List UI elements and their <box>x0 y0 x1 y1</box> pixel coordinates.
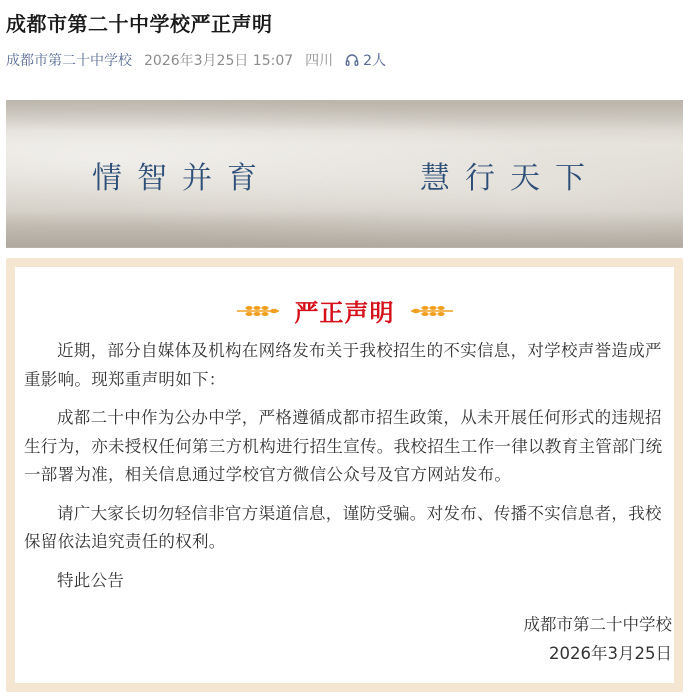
notice-paragraph: 请广大家长切勿轻信非官方渠道信息，谨防受骗。对发布、传播不实信息者，我校保留依法追究责任的权利。 <box>24 503 662 551</box>
notice-signature: 成都市第二十中学校 <box>523 615 672 634</box>
listen-button[interactable] <box>345 50 386 70</box>
notice-heading <box>15 293 674 328</box>
account-name-link[interactable]: 成都市第二十中学校 <box>6 53 132 69</box>
listen-count: 2人 <box>363 53 387 69</box>
motto-banner-image <box>6 100 683 248</box>
wheat-ornament-right-icon <box>409 303 455 319</box>
notice-body <box>24 337 676 605</box>
notice-title: 严正声明 <box>294 299 395 327</box>
notice-paragraph: 成都二十中作为公办中学，严格遵循成都市招生政策，从未开展任何形式的违规招生行为，亦未授权任何第三方机构进行招生宣传。我校招生工作一律以教育主管部门统一部署为准，相关信息通过学校官方微信公众号及官方网站发布。 <box>24 408 663 484</box>
notice-date: 2026年3月25日 <box>549 643 672 663</box>
publish-region: 四川 <box>305 53 334 69</box>
notice-paragraph: 近期，部分自媒体及机构在网络发布关于我校招生的不实信息，对学校声誉造成严重影响。现郑重声明如下： <box>24 341 662 389</box>
headphones-icon <box>345 53 359 67</box>
notice-signature-block <box>524 611 673 668</box>
notice-paragraph: 特此公告 <box>57 570 125 590</box>
motto-right: 慧行天下 <box>420 161 600 196</box>
publish-time: 2026年3月25日 15:07 <box>144 53 294 69</box>
article-meta <box>6 50 386 70</box>
wheat-ornament-left-icon <box>235 303 281 319</box>
motto-left: 情智并育 <box>92 161 272 196</box>
article-title: 成都市第二十中学校严正声明 <box>6 12 273 36</box>
